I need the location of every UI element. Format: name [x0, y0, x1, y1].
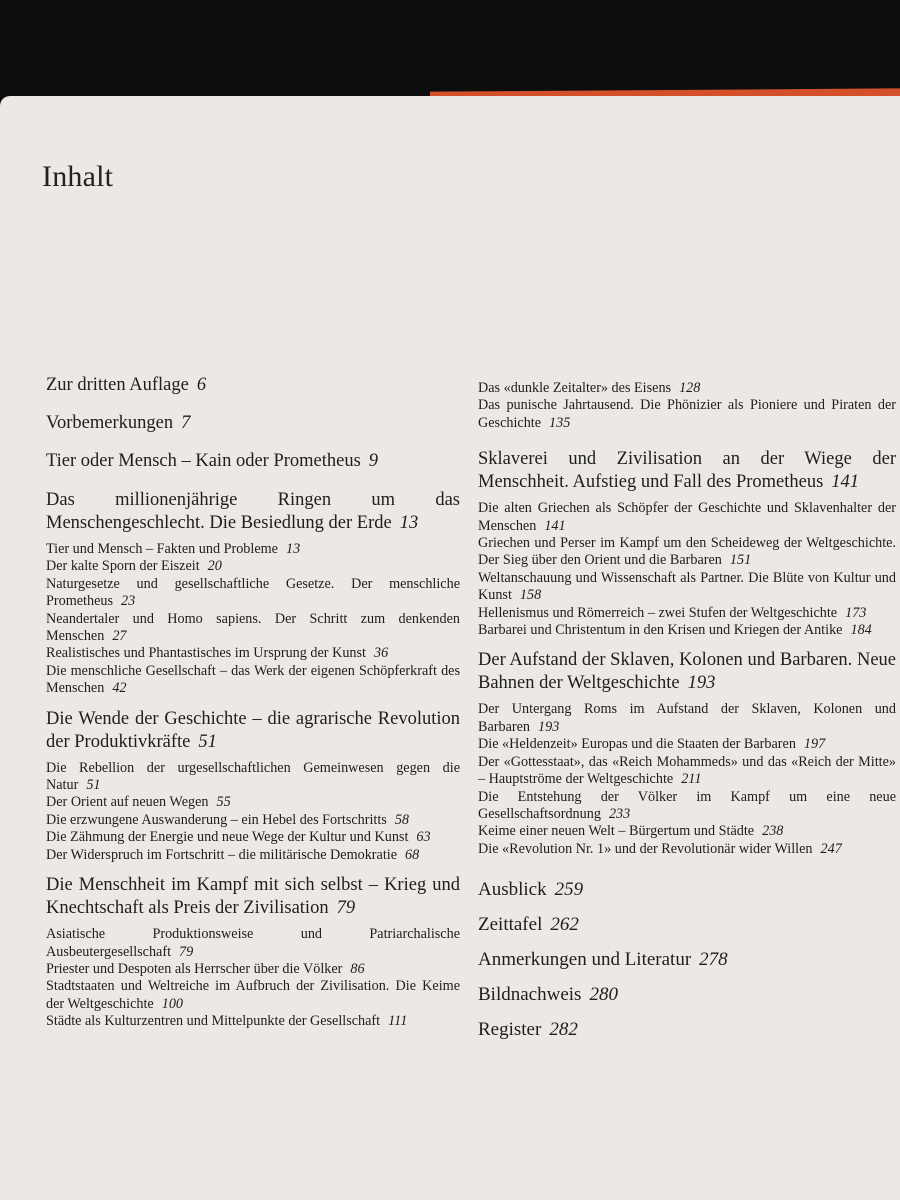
toc-item: Die Zähmung der Energie und neue Wege der Kultur und Kunst 63 — [46, 829, 431, 846]
toc-item: Der Orient auf neuen Wegen 55 — [46, 794, 231, 811]
toc-item: Die «Revolution Nr. 1» und der Revolutionär wider Willen 247 — [478, 840, 842, 857]
toc-item: Stadtstaaten und Weltreiche im Aufbruch der Zivilisation. Die Keime der Weltgeschichte 100 — [46, 978, 460, 1012]
toc-item: Die alten Griechen als Schöpfer der Geschichte und Sklavenhalter der Menschen 141 — [478, 500, 896, 534]
section-heading: Das millionenjährige Ringen um das Menschengeschlecht. Die Besiedlung der Erde 13 — [46, 490, 460, 533]
toc-section — [46, 489, 460, 698]
toc-item: Das punische Jahrtausend. Die Phönizier als Pioniere und Piraten der Geschichte 135 — [478, 397, 896, 431]
toc-entry: Anmerkungen und Literatur 278 — [478, 949, 728, 971]
toc-entry: Register 282 — [478, 1019, 578, 1041]
toc-appendix — [478, 878, 896, 1041]
toc-section — [46, 708, 460, 864]
toc-item: Keime einer neuen Welt – Bürgertum und Städte 238 — [478, 823, 784, 840]
toc-item: Priester und Despoten als Herrscher über die Völker 86 — [46, 960, 365, 977]
toc-item: Städte als Kulturzentren und Mittelpunkte der Gesellschaft 111 — [46, 1013, 408, 1030]
toc-item: Der kalte Sporn der Eiszeit 20 — [46, 558, 222, 575]
toc-section — [478, 649, 896, 858]
toc-left-column — [46, 374, 460, 1041]
toc-item: Hellenismus und Römerreich – zwei Stufen der Weltgeschichte 173 — [478, 604, 867, 621]
toc-item: Die «Heldenzeit» Europas und die Staaten der Barbaren 197 — [478, 736, 826, 753]
toc-section — [478, 448, 896, 639]
section-heading: Die Wende der Geschichte – die agrarische Revolution der Produktivkräfte 51 — [46, 708, 460, 752]
toc-entry: Bildnachweis 280 — [478, 984, 618, 1006]
section-heading: Die Menschheit im Kampf mit sich selbst – Krieg und Knechtschaft als Preis der Zivilisation 79 — [46, 875, 460, 919]
toc-item: Barbarei und Christentum in den Krisen und Kriegen der Antike 184 — [478, 622, 872, 639]
toc-item: Der Widerspruch im Fortschritt – die militärische Demokratie 68 — [46, 846, 420, 863]
toc-item: Der Untergang Roms im Aufstand der Sklaven, Kolonen und Barbaren 193 — [478, 701, 896, 735]
toc-entry: Tier oder Mensch – Kain oder Prometheus 9 — [46, 451, 379, 471]
section-heading: Der Aufstand der Sklaven, Kolonen und Barbaren. Neue Bahnen der Weltgeschichte 193 — [478, 650, 896, 694]
toc-right-column — [478, 380, 896, 1053]
toc-item: Tier und Mensch – Fakten und Probleme 13 — [46, 541, 301, 557]
toc-section — [46, 874, 460, 1030]
toc-item: Realistisches und Phantastisches im Ursprung der Kunst 36 — [46, 645, 389, 662]
toc-item: Der «Gottesstaat», das «Reich Mohammeds» und das «Reich der Mitte» – Hauptströme der Weltgeschichte 211 — [478, 753, 896, 788]
toc-item: Das «dunkle Zeitalter» des Eisens 128 — [478, 380, 701, 396]
toc-item: Weltanschauung und Wissenschaft als Partner. Die Blüte von Kultur und Kunst 158 — [478, 569, 896, 604]
toc-item: Griechen und Perser im Kampf um den Scheideweg der Weltgeschichte. Der Sieg über den Orient und die Barbaren 151 — [478, 535, 896, 569]
toc-item: Naturgesetze und gesellschaftliche Gesetze. Der menschliche Prometheus 23 — [46, 575, 460, 610]
toc-item: Die Entstehung der Völker im Kampf um eine neue Gesellschaftsordnung 233 — [478, 788, 896, 822]
toc-entry: Vorbemerkungen 7 — [46, 413, 191, 433]
toc-item: Die erzwungene Auswanderung – ein Hebel des Fortschritts 58 — [46, 811, 409, 828]
toc-item: Neandertaler und Homo sapiens. Der Schritt zum denkenden Menschen 27 — [46, 610, 460, 645]
toc-entry: Ausblick 259 — [478, 879, 584, 901]
toc-item: Asiatische Produktionsweise und Patriarchalische Ausbeutergesellschaft 79 — [46, 926, 460, 960]
toc-entry: Zeittafel 262 — [478, 914, 579, 936]
toc-item: Die Rebellion der urgesellschaftlichen Gemeinwesen gegen die Natur 51 — [46, 759, 460, 794]
toc-item: Die menschliche Gesellschaft – das Werk der eigenen Schöpferkraft des Menschen 42 — [46, 662, 460, 697]
page-title: Inhalt — [42, 160, 114, 193]
section-heading: Sklaverei und Zivilisation an der Wiege der Menschheit. Aufstieg und Fall des Prometheus 141 — [478, 449, 896, 493]
background-top — [0, 0, 900, 100]
toc-entry: Zur dritten Auflage 6 — [46, 375, 207, 395]
toc-section — [478, 380, 896, 432]
